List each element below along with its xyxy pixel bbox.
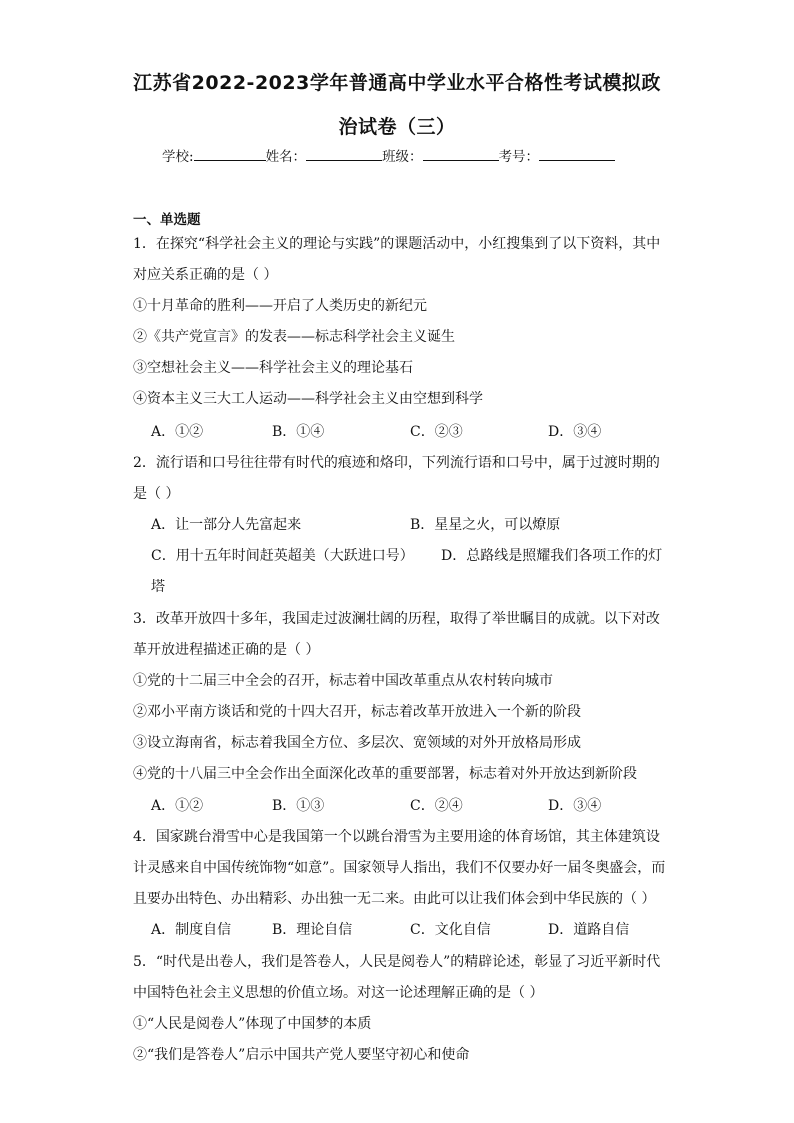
q1-option-a: A．①② [151, 424, 204, 440]
q2-option-c: C．用十五年时间赶英超美（大跃进口号） [151, 548, 414, 564]
q3-stem-line1: 3．改革开放四十多年，我国走过波澜壮阔的历程，取得了举世瞩目的成就。以下对改 [133, 611, 660, 627]
q4-option-c: C．文化自信 [410, 922, 491, 938]
number-blank [539, 147, 615, 161]
q2-stem-line2: 是（ ） [133, 486, 180, 502]
q3-option-d: D．③④ [548, 798, 602, 814]
q3-item-4: ④党的十八届三中全会作出全面深化改革的重要部署，标志着对外开放达到新阶段 [133, 766, 637, 782]
q4-option-a: A．制度自信 [151, 922, 232, 938]
name-label: 姓名： [265, 149, 307, 165]
q1-option-b: B．①④ [272, 424, 325, 440]
q5-item-1: ①“人民是阅卷人”体现了中国梦的本质 [133, 1016, 372, 1032]
q1-stem-line2: 对应关系正确的是（ ） [133, 267, 278, 283]
q4-stem-line3: 且要办出特色、办出精彩、办出独一无二来。由此可以让我们体会到中华民族的（ ） [133, 891, 656, 907]
q1-option-c: C．②③ [410, 424, 463, 440]
q2-option-b: B．星星之火，可以燎原 [410, 517, 561, 533]
q1-item-3: ③空想社会主义——科学社会主义的理论基石 [133, 360, 413, 376]
student-info-row [162, 145, 615, 165]
class-label: 班级： [382, 149, 423, 165]
q2-stem-line1: 2．流行语和口号往往带有时代的痕迹和烙印，下列流行语和口号中，属于过渡时期的 [133, 455, 660, 471]
q3-item-1: ①党的十二届三中全会的召开，标志着中国改革重点从农村转向城市 [133, 673, 553, 689]
q5-stem-line1: 5．“时代是出卷人，我们是答卷人，人民是阅卷人”的精辟论述，彰显了习近平新时代 [133, 954, 661, 970]
q1-item-1: ①十月革命的胜利——开启了人类历史的新纪元 [133, 298, 427, 314]
q4-stem-line2: 计灵感来自中国传统饰物“如意”。国家领导人指出，我们不仅要办好一届冬奥盛会，而 [133, 860, 666, 876]
exam-title-line2: 治试卷（三） [338, 116, 456, 138]
q1-option-d: D．③④ [548, 424, 602, 440]
q3-item-3: ③设立海南省，标志着我国全方位、多层次、宽领域的对外开放格局形成 [133, 735, 581, 751]
q2-option-a: A．让一部分人先富起来 [151, 517, 302, 533]
q3-option-c: C．②④ [410, 798, 463, 814]
q4-stem-line1: 4．国家跳台滑雪中心是我国第一个以跳台滑雪为主要用途的体育场馆，其主体建筑设 [133, 829, 660, 845]
number-label: 考号： [498, 149, 540, 165]
q3-stem-line2: 革开放进程描述正确的是（ ） [133, 642, 320, 658]
school-label: 学校: [162, 149, 194, 165]
section-heading: 一、单选题 [133, 212, 201, 228]
school-blank [194, 147, 266, 161]
class-blank [423, 147, 499, 161]
q1-item-4: ④资本主义三大工人运动——科学社会主义由空想到科学 [133, 391, 483, 407]
q4-option-b: B．理论自信 [272, 922, 353, 938]
q4-option-d: D．道路自信 [548, 922, 630, 938]
q5-item-2: ②“我们是答卷人”启示中国共产党人要坚守初心和使命 [133, 1047, 470, 1063]
q3-option-b: B．①③ [272, 798, 325, 814]
q1-stem-line1: 1．在探究“科学社会主义的理论与实践”的课题活动中，小红搜集到了以下资料，其中 [133, 236, 661, 252]
q2-option-d-continued: 塔 [151, 579, 165, 595]
q2-option-d: D．总路线是照耀我们各项工作的灯 [441, 548, 663, 564]
q3-item-2: ②邓小平南方谈话和党的十四大召开，标志着改革开放进入一个新的阶段 [133, 704, 581, 720]
q5-stem-line2: 中国特色社会主义思想的价值立场。对这一论述理解正确的是（ ） [133, 985, 544, 1001]
name-blank [306, 147, 382, 161]
exam-title-line1: 江苏省2022-2023学年普通高中学业水平合格性考试模拟政 [133, 72, 661, 94]
q3-option-a: A．①② [151, 798, 204, 814]
q1-item-2: ②《共产党宣言》的发表——标志科学社会主义诞生 [133, 329, 455, 345]
